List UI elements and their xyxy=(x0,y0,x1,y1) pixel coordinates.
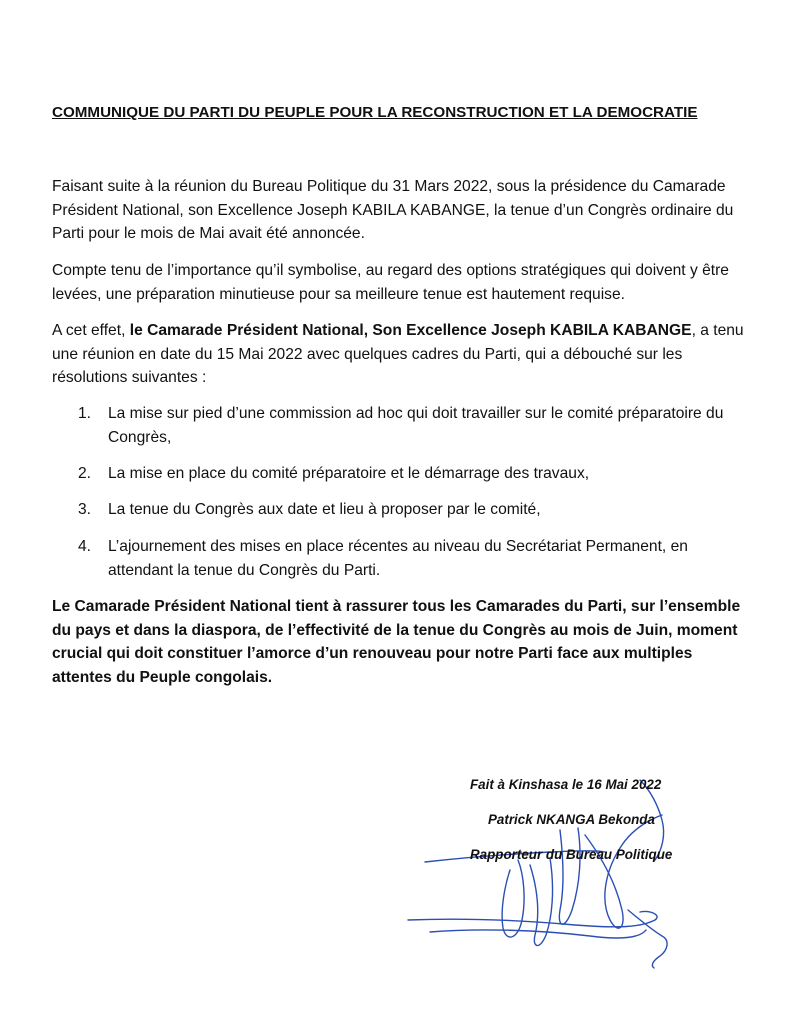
signatory-role: Rapporteur du Bureau Politique xyxy=(470,847,673,862)
list-item-number: 1. xyxy=(78,405,92,422)
paragraph-meeting-suffix: , a tenu une réunion en date du 15 Mai 2022 avec quelques cadres du Parti, qui a débouché sur les résolutions suivantes : xyxy=(52,322,744,386)
list-item-number: 3. xyxy=(78,501,92,518)
handwritten-signature xyxy=(400,760,730,980)
paragraph-meeting xyxy=(52,319,752,390)
signatory-name: Patrick NKANGA Bekonda xyxy=(488,812,655,827)
paragraph-intro: Faisant suite à la réunion du Bureau Politique du 31 Mars 2022, sous la présidence du Camarade Président National, son Excellence Joseph KABILA KABANGE, la tenue d’un Congrès ordinaire du Parti pour le mois de Mai avait été annoncée. xyxy=(52,178,734,242)
list-item-text: La mise sur pied d’une commission ad hoc qui doit travailler sur le comité préparatoire du Congrès, xyxy=(108,405,724,446)
paragraph-meeting-bold: le Camarade Président National, Son Excellence Joseph KABILA KABANGE xyxy=(129,322,692,339)
list-item xyxy=(78,462,748,486)
list-item-text: La tenue du Congrès aux date et lieu à proposer par le comité, xyxy=(108,501,541,518)
list-item xyxy=(78,402,748,449)
list-item-number: 4. xyxy=(78,538,92,555)
list-item-text: L’ajournement des mises en place récentes au niveau du Secrétariat Permanent, en attendant la tenue du Congrès du Parti. xyxy=(108,538,688,579)
paragraph-conclusion: Le Camarade Président National tient à rassurer tous les Camarades du Parti, sur l’ensemble du pays et dans la diaspora, de l’effectivité de la tenue du Congrès au mois de Juin, moment crucial qui doit constituer l’amorce d’un renouveau pour notre Parti face aux multiples attentes du Peuple congolais. xyxy=(52,598,741,686)
document-title: COMMUNIQUE DU PARTI DU PEUPLE POUR LA RECONSTRUCTION ET LA DEMOCRATIE xyxy=(52,104,698,121)
signature-place-date: Fait à Kinshasa le 16 Mai 2022 xyxy=(470,777,662,792)
list-item-text: La mise en place du comité préparatoire et le démarrage des travaux, xyxy=(108,465,590,482)
paragraph-meeting-prefix: A cet effet, xyxy=(52,322,130,339)
list-item xyxy=(78,535,748,582)
list-item xyxy=(78,498,748,522)
list-item-number: 2. xyxy=(78,465,92,482)
paragraph-importance: Compte tenu de l’importance qu’il symbolise, au regard des options stratégiques qui doivent y être levées, une préparation minutieuse pour sa meilleure tenue est hautement requise. xyxy=(52,262,729,303)
